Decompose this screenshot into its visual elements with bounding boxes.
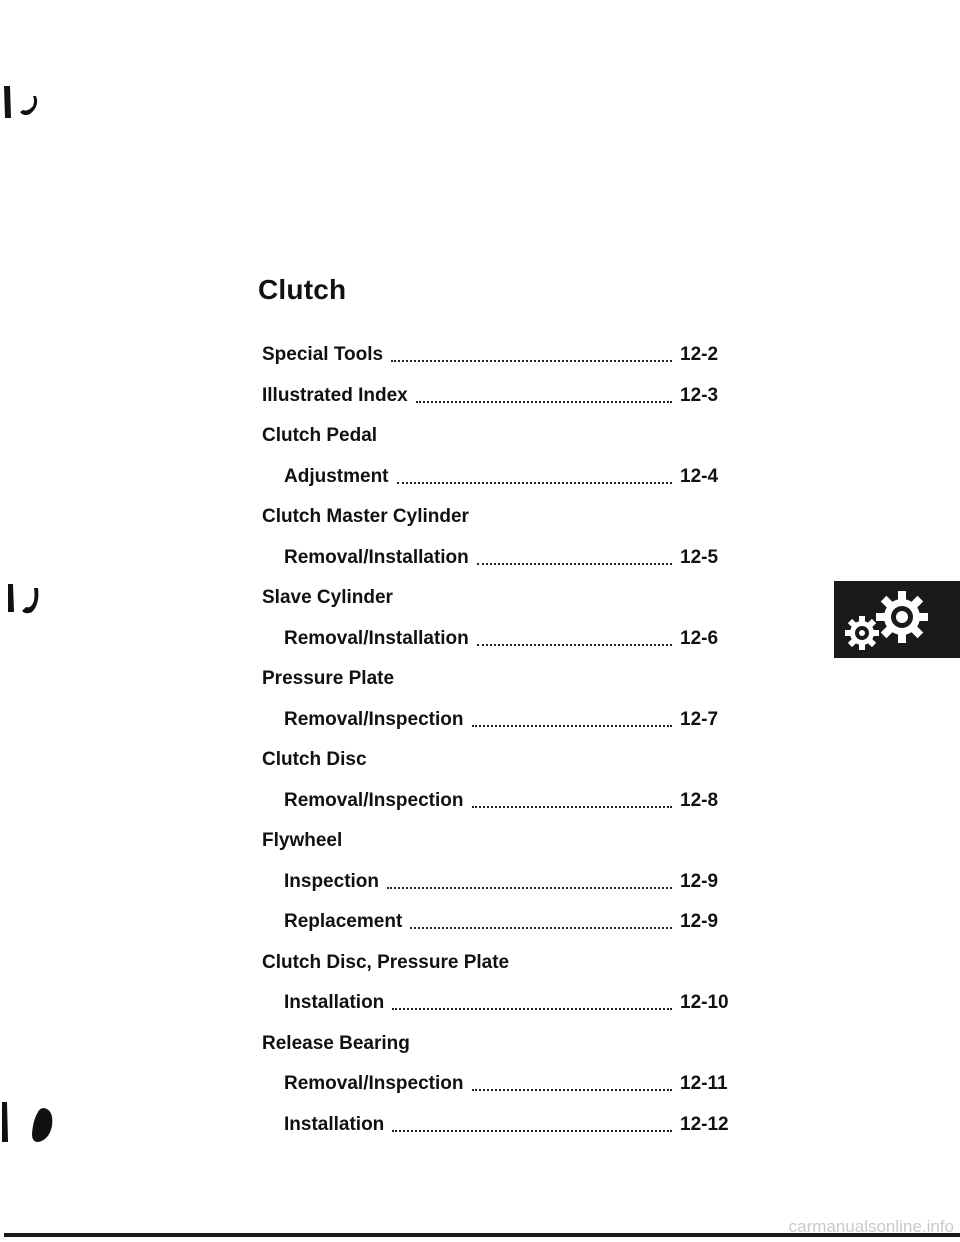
toc-group-heading: Clutch Disc, Pressure Plate [262,951,510,973]
toc-group-heading: Pressure Plate [262,668,395,690]
binding-mark-top [0,84,50,124]
page-title: Clutch [258,274,347,305]
gears-icon [834,581,960,658]
toc-item[interactable]: Removal/Inspection 12-8 [284,789,719,811]
toc-item[interactable]: Inspection 12-9 [284,870,719,892]
toc-group-heading: Flywheel [262,830,343,852]
toc-item[interactable]: Adjustment 12-4 [284,465,719,487]
toc-group-heading: Release Bearing [262,1032,410,1054]
binding-mark-bottom [0,1100,60,1150]
toc-item[interactable]: Installation 12-10 [284,992,729,1014]
toc-item[interactable]: Replacement 12-9 [284,911,719,933]
watermark: carmanualsonline.info [788,1217,954,1236]
toc-group-heading: Clutch Pedal [262,425,378,447]
section-tab[interactable] [834,581,960,658]
toc-group-heading: Clutch Master Cylinder [262,506,469,528]
toc-item[interactable]: Removal/Installation 12-5 [284,546,719,568]
toc-item[interactable]: Special Tools 12-2 [262,344,719,366]
toc-item[interactable]: Removal/Inspection 12-11 [284,1073,728,1095]
toc-group-heading: Clutch Disc [262,749,367,771]
binding-mark-middle [0,584,50,620]
toc-group-heading: Slave Cylinder [262,587,393,609]
toc-item[interactable]: Illustrated Index 12-3 [262,384,719,406]
toc-item[interactable]: Removal/Installation 12-6 [284,627,719,649]
table-of-contents [262,335,732,1145]
toc-item[interactable]: Installation 12-12 [284,1113,729,1135]
toc-item[interactable]: Removal/Inspection 12-7 [284,708,719,730]
